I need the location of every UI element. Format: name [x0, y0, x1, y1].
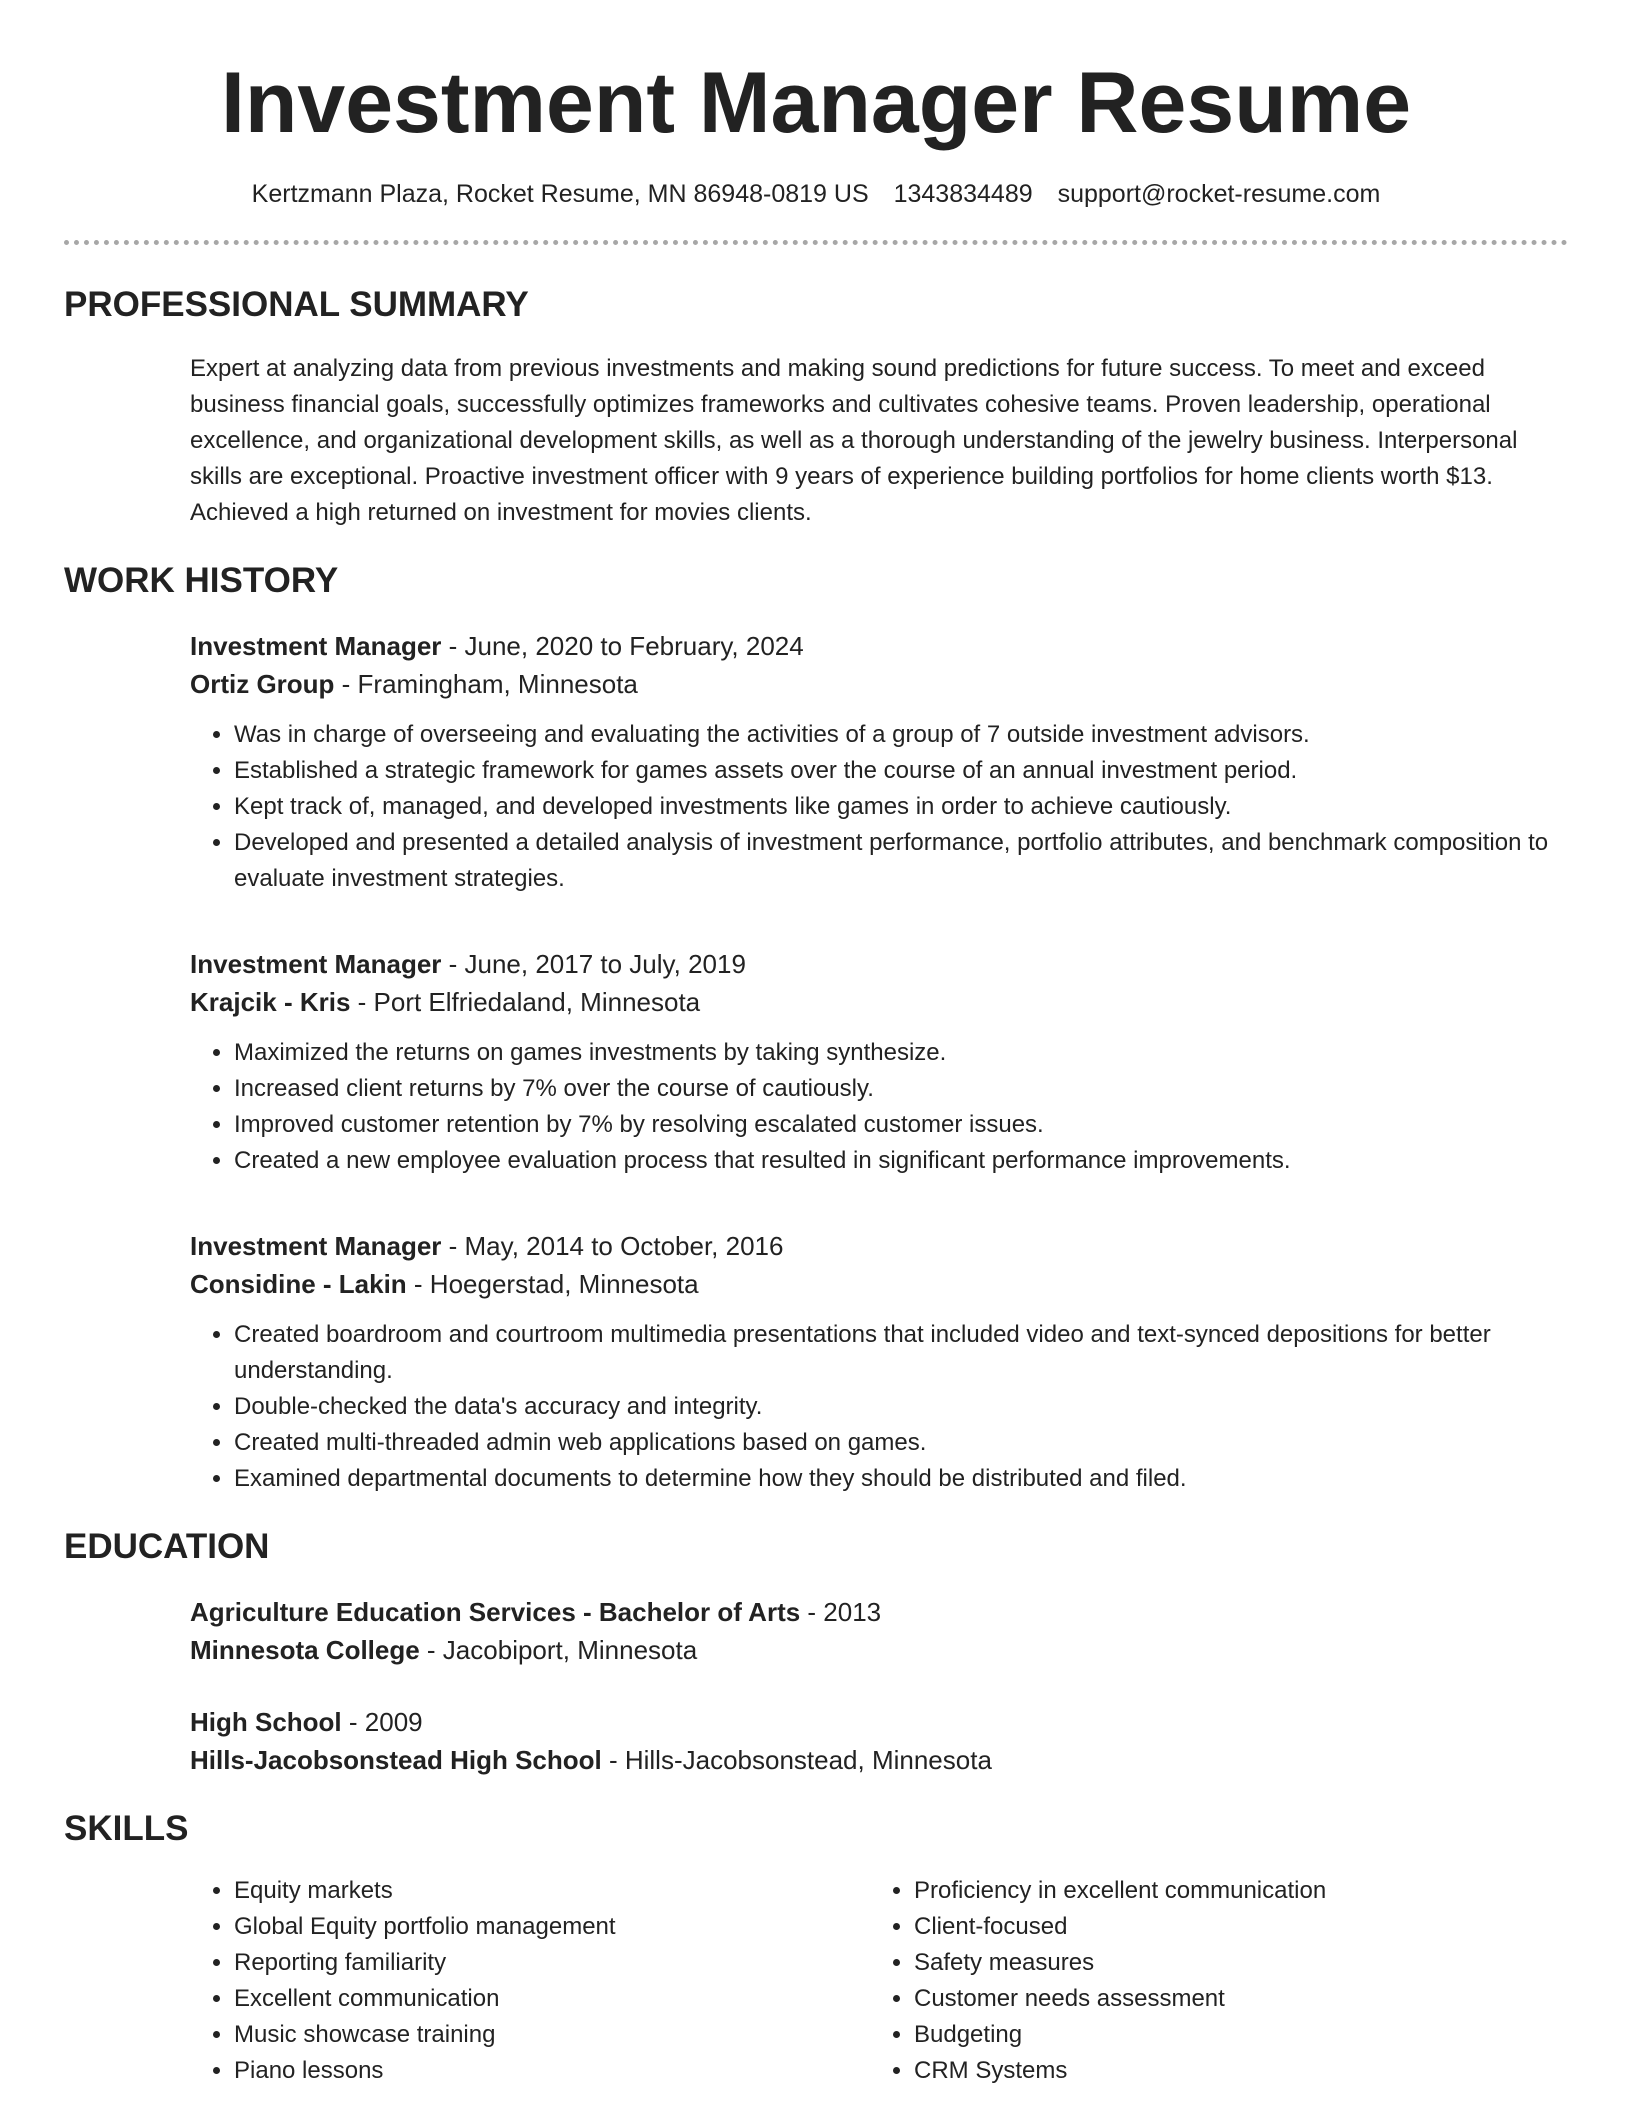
job-entry	[190, 945, 1568, 1179]
education-school-line	[190, 1741, 1568, 1779]
skill-item: • Excellent communication	[234, 1981, 870, 2017]
job-bullet: • Established a strategic framework for games assets over the course of an annual investment period.	[234, 753, 1568, 789]
skill-item: • Reporting familiarity	[234, 1945, 870, 1981]
education-entry	[190, 1703, 1568, 1779]
education-degree-line	[190, 1703, 1568, 1741]
job-dates: - May, 2014 to October, 2016	[441, 1230, 784, 1261]
skills-list-left	[190, 1873, 870, 2089]
job-bullet: • Kept track of, managed, and developed investments like games in order to achieve cautiously.	[234, 789, 1568, 825]
education-year: - 2013	[800, 1596, 882, 1627]
skill-item: • Customer needs assessment	[914, 1981, 1550, 2017]
education-entry	[190, 1593, 1568, 1669]
education-degree: Agriculture Education Services - Bachelor of Arts	[190, 1596, 801, 1627]
contact-address: Kertzmann Plaza, Rocket Resume, MN 86948-0819 US	[251, 179, 869, 208]
job-bullet: • Improved customer retention by 7% by resolving escalated customer issues.	[234, 1107, 1568, 1143]
job-entry	[190, 627, 1568, 897]
header-divider	[64, 240, 1568, 245]
job-location: - Hoegerstad, Minnesota	[406, 1268, 699, 1299]
skill-item: • Piano lessons	[234, 2053, 870, 2089]
education-school: Minnesota College	[190, 1634, 420, 1665]
contact-phone: 1343834489	[893, 179, 1033, 208]
job-role-line	[190, 945, 1568, 983]
job-dates: - June, 2017 to July, 2019	[441, 948, 746, 979]
job-location: - Port Elfriedaland, Minnesota	[350, 986, 701, 1017]
job-company-line	[190, 983, 1568, 1021]
job-bullets	[190, 1035, 1568, 1179]
section-title: SKILLS	[64, 1808, 189, 1848]
summary-text: Expert at analyzing data from previous investments and making sound predictions for future success. To meet and exceed business financial goals, successfully optimizes frameworks and cultivates cohesive teams. Proven leadership, operational excellence, and organizational development skills, as well as a thorough understanding of the jewelry business. Interpersonal skills are exceptional. Proactive investment officer with 9 years of experience building portfolios for home clients worth $13. Achieved a high returned on investment for movies clients.	[190, 354, 1518, 526]
skill-item: • Safety measures	[914, 1945, 1550, 1981]
section-body	[64, 627, 1568, 1497]
section-body	[64, 1593, 1568, 1779]
job-company: Ortiz Group	[190, 668, 335, 699]
skill-item: • Budgeting	[914, 2017, 1550, 2053]
job-role-line	[190, 627, 1568, 665]
skills-columns	[64, 1873, 1568, 2089]
resume-header	[64, 56, 1568, 245]
job-bullet: • Created a new employee evaluation process that resulted in significant performance improvements.	[234, 1143, 1568, 1179]
section-body	[64, 351, 1568, 531]
job-bullets	[190, 1317, 1568, 1497]
job-company-line	[190, 1265, 1568, 1303]
education-degree: High School	[190, 1706, 342, 1737]
job-role-line	[190, 1227, 1568, 1265]
education-degree-line	[190, 1593, 1568, 1631]
skill-item: • Proficiency in excellent communication	[914, 1873, 1550, 1909]
section-work-history	[64, 561, 1568, 1497]
skill-item: • Equity markets	[234, 1873, 870, 1909]
job-bullet: • Double-checked the data's accuracy and integrity.	[234, 1389, 1568, 1425]
section-title: WORK HISTORY	[64, 560, 339, 600]
job-company: Considine - Lakin	[190, 1268, 407, 1299]
job-bullet: • Maximized the returns on games investments by taking synthesize.	[234, 1035, 1568, 1071]
skills-list-right	[870, 1873, 1550, 2089]
section-skills	[64, 1809, 1568, 2089]
job-company-line	[190, 665, 1568, 703]
job-bullet: • Created multi-threaded admin web applications based on games.	[234, 1425, 1568, 1461]
job-bullets	[190, 717, 1568, 897]
education-school: Hills-Jacobsonstead High School	[190, 1744, 602, 1775]
job-bullet: • Was in charge of overseeing and evaluating the activities of a group of 7 outside investment advisors.	[234, 717, 1568, 753]
section-professional-summary	[64, 285, 1568, 531]
job-bullet: • Created boardroom and courtroom multimedia presentations that included video and text-synced depositions for better understanding.	[234, 1317, 1568, 1389]
job-company: Krajcik - Kris	[190, 986, 351, 1017]
contact-line	[64, 177, 1568, 212]
job-role: Investment Manager	[190, 948, 442, 979]
section-title: PROFESSIONAL SUMMARY	[64, 284, 529, 324]
contact-email: support@rocket-resume.com	[1057, 179, 1381, 208]
section-title: EDUCATION	[64, 1526, 270, 1566]
job-entry	[190, 1227, 1568, 1497]
skill-item: • Global Equity portfolio management	[234, 1909, 870, 1945]
job-location: - Framingham, Minnesota	[334, 668, 638, 699]
education-location: - Jacobiport, Minnesota	[419, 1634, 698, 1665]
education-year: - 2009	[341, 1706, 423, 1737]
resume-title: Investment Manager Resume	[220, 55, 1412, 151]
job-role: Investment Manager	[190, 630, 442, 661]
job-bullet: • Developed and presented a detailed analysis of investment performance, portfolio attributes, and benchmark composition to evaluate investment strategies.	[234, 825, 1568, 897]
job-bullet: • Increased client returns by 7% over the course of cautiously.	[234, 1071, 1568, 1107]
job-dates: - June, 2020 to February, 2024	[441, 630, 804, 661]
skill-item: • CRM Systems	[914, 2053, 1550, 2089]
job-role: Investment Manager	[190, 1230, 442, 1261]
section-education	[64, 1527, 1568, 1779]
skill-item: • Music showcase training	[234, 2017, 870, 2053]
job-bullet: • Examined departmental documents to determine how they should be distributed and filed.	[234, 1461, 1568, 1497]
education-school-line	[190, 1631, 1568, 1669]
education-location: - Hills-Jacobsonstead, Minnesota	[601, 1744, 992, 1775]
skill-item: • Client-focused	[914, 1909, 1550, 1945]
